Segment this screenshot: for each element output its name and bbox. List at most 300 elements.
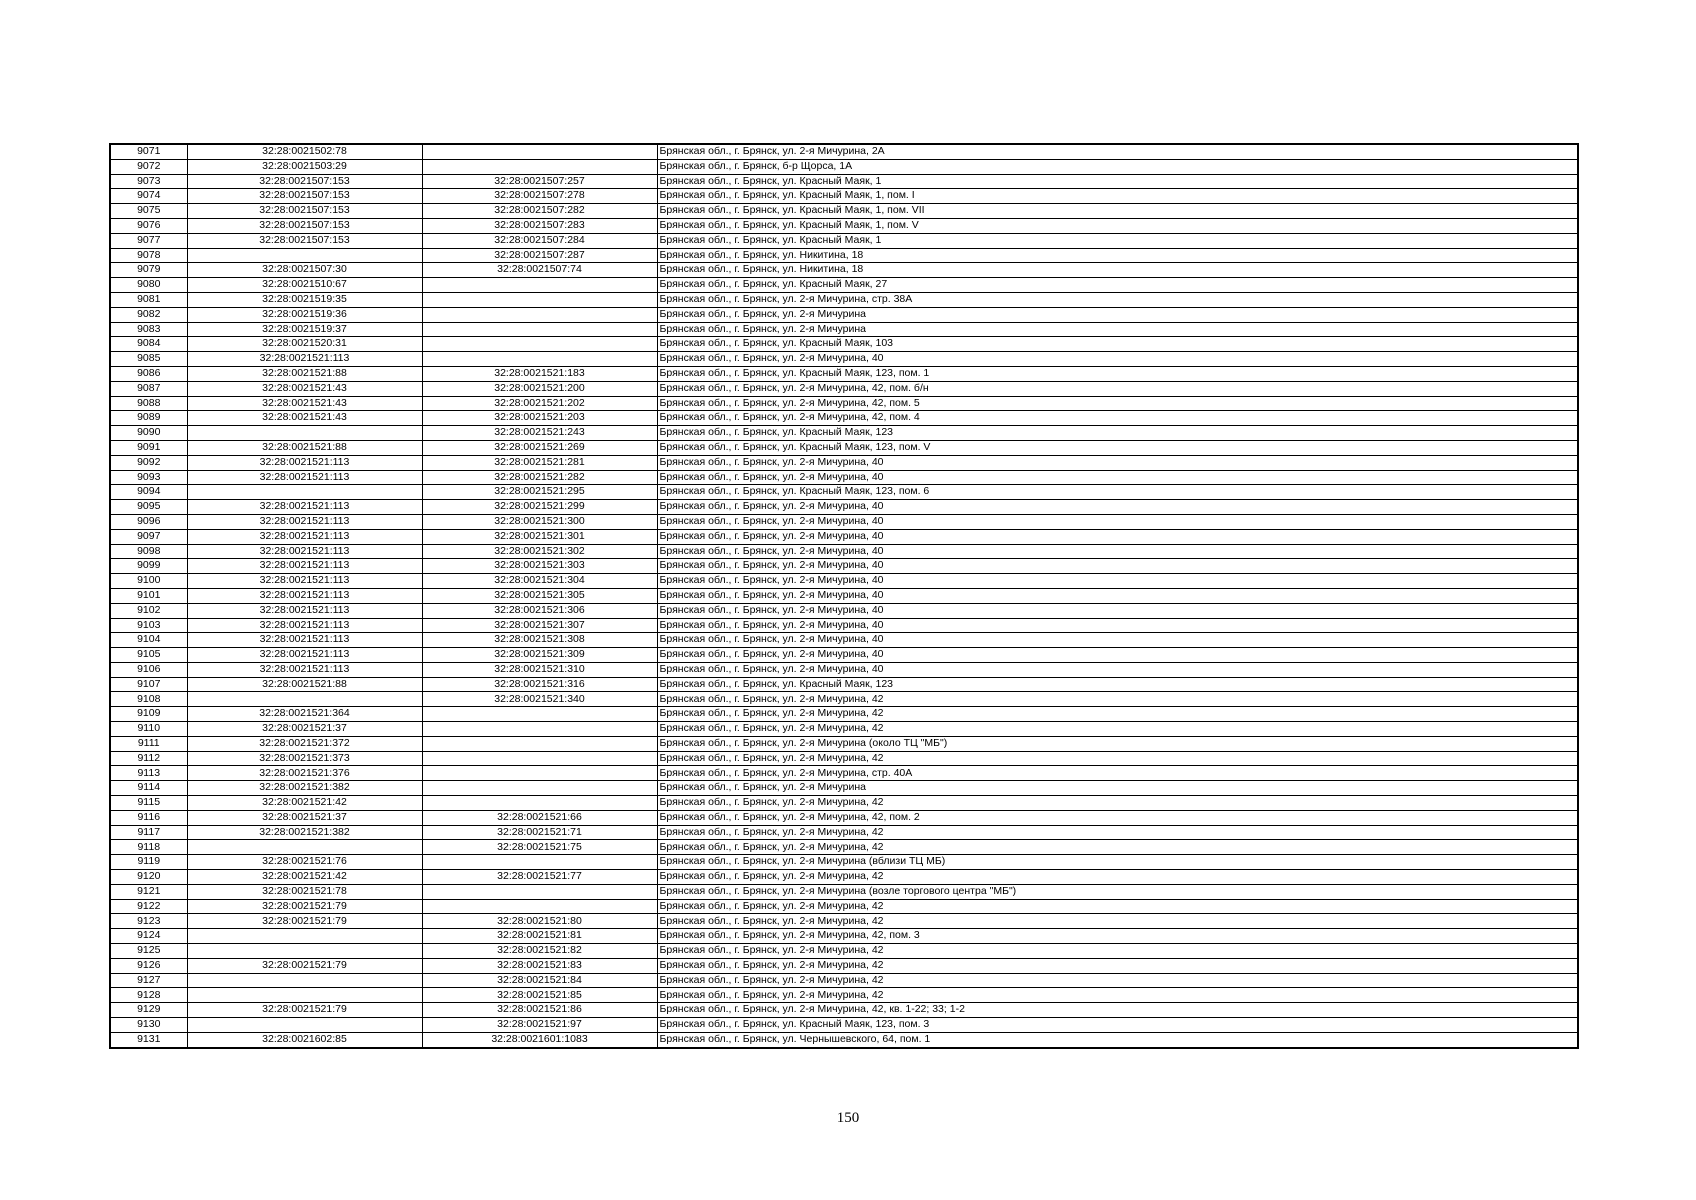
table-row [110, 1003, 1578, 1018]
address-cell: Брянская обл., г. Брянск, ул. 2-я Мичурина, 42 [657, 840, 1578, 855]
row-number-cell: 9100 [110, 574, 187, 589]
object-cadastral-number-cell: 32:28:0021521:302 [422, 544, 657, 559]
object-cadastral-number-cell [422, 292, 657, 307]
address-cell: Брянская обл., г. Брянск, ул. 2-я Мичурина (вблизи ТЦ МБ) [657, 855, 1578, 870]
object-cadastral-number-cell: 32:28:0021521:340 [422, 692, 657, 707]
address-cell: Брянская обл., г. Брянск, ул. 2-я Мичурина, 40 [657, 574, 1578, 589]
land-cadastral-number-cell [187, 426, 422, 441]
object-cadastral-number-cell: 32:28:0021521:77 [422, 870, 657, 885]
table-row [110, 958, 1578, 973]
table-row [110, 973, 1578, 988]
row-number-cell: 9129 [110, 1003, 187, 1018]
object-cadastral-number-cell: 32:28:0021521:305 [422, 588, 657, 603]
object-cadastral-number-cell: 32:28:0021507:283 [422, 218, 657, 233]
page-number: 150 [836, 1110, 860, 1126]
table-row [110, 662, 1578, 677]
table-row [110, 677, 1578, 692]
row-number-cell: 9073 [110, 174, 187, 189]
row-number-cell: 9106 [110, 662, 187, 677]
table-row [110, 292, 1578, 307]
object-cadastral-number-cell [422, 307, 657, 322]
row-number-cell: 9107 [110, 677, 187, 692]
object-cadastral-number-cell: 32:28:0021507:257 [422, 174, 657, 189]
land-cadastral-number-cell: 32:28:0021521:43 [187, 411, 422, 426]
row-number-cell: 9124 [110, 929, 187, 944]
row-number-cell: 9088 [110, 396, 187, 411]
address-cell: Брянская обл., г. Брянск, ул. Красный Маяк, 123, пом. 1 [657, 366, 1578, 381]
object-cadastral-number-cell: 32:28:0021507:282 [422, 204, 657, 219]
row-number-cell: 9097 [110, 529, 187, 544]
row-number-cell: 9099 [110, 559, 187, 574]
address-cell: Брянская обл., г. Брянск, ул. 2-я Мичурина, 40 [657, 470, 1578, 485]
address-cell: Брянская обл., г. Брянск, ул. 2-я Мичурина, 40 [657, 662, 1578, 677]
land-cadastral-number-cell: 32:28:0021602:85 [187, 1032, 422, 1047]
table-row [110, 633, 1578, 648]
row-number-cell: 9084 [110, 337, 187, 352]
object-cadastral-number-cell: 32:28:0021521:309 [422, 648, 657, 663]
row-number-cell: 9102 [110, 603, 187, 618]
object-cadastral-number-cell: 32:28:0021521:86 [422, 1003, 657, 1018]
row-number-cell: 9093 [110, 470, 187, 485]
object-cadastral-number-cell: 32:28:0021521:307 [422, 618, 657, 633]
row-number-cell: 9095 [110, 500, 187, 515]
row-number-cell: 9074 [110, 189, 187, 204]
land-cadastral-number-cell: 32:28:0021521:113 [187, 352, 422, 367]
address-cell: Брянская обл., г. Брянск, ул. 2-я Мичурина, 42 [657, 825, 1578, 840]
row-number-cell: 9130 [110, 1018, 187, 1033]
land-cadastral-number-cell: 32:28:0021521:42 [187, 796, 422, 811]
table-row [110, 988, 1578, 1003]
address-cell: Брянская обл., г. Брянск, ул. Красный Маяк, 123, пом. 3 [657, 1018, 1578, 1033]
row-number-cell: 9128 [110, 988, 187, 1003]
land-cadastral-number-cell: 32:28:0021502:78 [187, 144, 422, 159]
land-cadastral-number-cell: 32:28:0021521:79 [187, 899, 422, 914]
land-cadastral-number-cell: 32:28:0021507:153 [187, 174, 422, 189]
row-number-cell: 9090 [110, 426, 187, 441]
table-row [110, 707, 1578, 722]
object-cadastral-number-cell: 32:28:0021521:308 [422, 633, 657, 648]
table-row [110, 825, 1578, 840]
address-cell: Брянская обл., г. Брянск, ул. Красный Маяк, 1, пом. I [657, 189, 1578, 204]
row-number-cell: 9071 [110, 144, 187, 159]
object-cadastral-number-cell: 32:28:0021521:300 [422, 514, 657, 529]
address-cell: Брянская обл., г. Брянск, ул. 2-я Мичурина, 42 [657, 973, 1578, 988]
address-cell: Брянская обл., г. Брянск, ул. Красный Маяк, 123, пом. 6 [657, 485, 1578, 500]
object-cadastral-number-cell: 32:28:0021601:1083 [422, 1032, 657, 1047]
address-cell: Брянская обл., г. Брянск, ул. 2-я Мичурина, 42 [657, 722, 1578, 737]
row-number-cell: 9123 [110, 914, 187, 929]
table-row [110, 514, 1578, 529]
table-row [110, 884, 1578, 899]
land-cadastral-number-cell: 32:28:0021521:382 [187, 825, 422, 840]
address-cell: Брянская обл., г. Брянск, ул. 2-я Мичурина, 40 [657, 559, 1578, 574]
object-cadastral-number-cell [422, 278, 657, 293]
address-cell: Брянская обл., г. Брянск, ул. Красный Маяк, 1, пом. V [657, 218, 1578, 233]
table-row [110, 174, 1578, 189]
land-cadastral-number-cell: 32:28:0021521:79 [187, 914, 422, 929]
table-row [110, 381, 1578, 396]
table-row [110, 470, 1578, 485]
land-cadastral-number-cell: 32:28:0021521:376 [187, 766, 422, 781]
register-table [109, 143, 1579, 1049]
table-row [110, 899, 1578, 914]
address-cell: Брянская обл., г. Брянск, ул. 2-я Мичурина, 40 [657, 352, 1578, 367]
table-row [110, 322, 1578, 337]
table-row [110, 204, 1578, 219]
row-number-cell: 9131 [110, 1032, 187, 1047]
object-cadastral-number-cell: 32:28:0021521:82 [422, 944, 657, 959]
address-cell: Брянская обл., г. Брянск, ул. 2-я Мичурина, 42, пом. 3 [657, 929, 1578, 944]
row-number-cell: 9083 [110, 322, 187, 337]
address-cell: Брянская обл., г. Брянск, ул. 2-я Мичурина, 42 [657, 988, 1578, 1003]
table-row [110, 218, 1578, 233]
row-number-cell: 9087 [110, 381, 187, 396]
row-number-cell: 9110 [110, 722, 187, 737]
land-cadastral-number-cell [187, 929, 422, 944]
row-number-cell: 9077 [110, 233, 187, 248]
address-cell: Брянская обл., г. Брянск, ул. 2-я Мичурина, 40 [657, 455, 1578, 470]
row-number-cell: 9118 [110, 840, 187, 855]
object-cadastral-number-cell [422, 899, 657, 914]
object-cadastral-number-cell [422, 855, 657, 870]
object-cadastral-number-cell: 32:28:0021521:316 [422, 677, 657, 692]
table-row [110, 766, 1578, 781]
address-cell: Брянская обл., г. Брянск, ул. Никитина, 18 [657, 263, 1578, 278]
address-cell: Брянская обл., г. Брянск, ул. 2-я Мичурина (около ТЦ "МБ") [657, 736, 1578, 751]
address-cell: Брянская обл., г. Брянск, ул. 2-я Мичурина, 40 [657, 588, 1578, 603]
land-cadastral-number-cell: 32:28:0021507:153 [187, 204, 422, 219]
land-cadastral-number-cell: 32:28:0021521:113 [187, 544, 422, 559]
address-cell: Брянская обл., г. Брянск, ул. 2-я Мичурина, 40 [657, 514, 1578, 529]
object-cadastral-number-cell [422, 884, 657, 899]
register-table-body [110, 144, 1578, 1048]
land-cadastral-number-cell: 32:28:0021519:36 [187, 307, 422, 322]
row-number-cell: 9078 [110, 248, 187, 263]
table-row [110, 810, 1578, 825]
row-number-cell: 9114 [110, 781, 187, 796]
object-cadastral-number-cell: 32:28:0021507:74 [422, 263, 657, 278]
object-cadastral-number-cell [422, 322, 657, 337]
address-cell: Брянская обл., г. Брянск, ул. 2-я Мичурина, 42 [657, 899, 1578, 914]
object-cadastral-number-cell: 32:28:0021521:203 [422, 411, 657, 426]
object-cadastral-number-cell: 32:28:0021521:243 [422, 426, 657, 441]
table-row [110, 1018, 1578, 1033]
land-cadastral-number-cell: 32:28:0021521:373 [187, 751, 422, 766]
row-number-cell: 9105 [110, 648, 187, 663]
row-number-cell: 9104 [110, 633, 187, 648]
table-row [110, 722, 1578, 737]
address-cell: Брянская обл., г. Брянск, ул. Красный Маяк, 27 [657, 278, 1578, 293]
land-cadastral-number-cell [187, 840, 422, 855]
address-cell: Брянская обл., г. Брянск, ул. 2-я Мичурина [657, 322, 1578, 337]
object-cadastral-number-cell: 32:28:0021521:304 [422, 574, 657, 589]
table-row [110, 278, 1578, 293]
table-row [110, 263, 1578, 278]
land-cadastral-number-cell: 32:28:0021521:113 [187, 559, 422, 574]
row-number-cell: 9072 [110, 159, 187, 174]
row-number-cell: 9094 [110, 485, 187, 500]
row-number-cell: 9121 [110, 884, 187, 899]
row-number-cell: 9120 [110, 870, 187, 885]
table-row [110, 352, 1578, 367]
land-cadastral-number-cell: 32:28:0021520:31 [187, 337, 422, 352]
object-cadastral-number-cell: 32:28:0021521:71 [422, 825, 657, 840]
object-cadastral-number-cell: 32:28:0021521:66 [422, 810, 657, 825]
object-cadastral-number-cell: 32:28:0021521:282 [422, 470, 657, 485]
land-cadastral-number-cell: 32:28:0021503:29 [187, 159, 422, 174]
object-cadastral-number-cell: 32:28:0021521:295 [422, 485, 657, 500]
land-cadastral-number-cell: 32:28:0021521:79 [187, 1003, 422, 1018]
row-number-cell: 9080 [110, 278, 187, 293]
row-number-cell: 9122 [110, 899, 187, 914]
address-cell: Брянская обл., г. Брянск, ул. 2-я Мичурина, 40 [657, 500, 1578, 515]
table-row [110, 648, 1578, 663]
land-cadastral-number-cell: 32:28:0021519:37 [187, 322, 422, 337]
table-row [110, 455, 1578, 470]
address-cell: Брянская обл., г. Брянск, ул. 2-я Мичурина, 2А [657, 144, 1578, 159]
row-number-cell: 9089 [110, 411, 187, 426]
object-cadastral-number-cell: 32:28:0021521:299 [422, 500, 657, 515]
table-row [110, 307, 1578, 322]
table-row [110, 500, 1578, 515]
table-row [110, 159, 1578, 174]
table-row [110, 440, 1578, 455]
row-number-cell: 9111 [110, 736, 187, 751]
object-cadastral-number-cell: 32:28:0021521:301 [422, 529, 657, 544]
row-number-cell: 9108 [110, 692, 187, 707]
object-cadastral-number-cell [422, 337, 657, 352]
land-cadastral-number-cell: 32:28:0021521:37 [187, 810, 422, 825]
object-cadastral-number-cell: 32:28:0021521:306 [422, 603, 657, 618]
row-number-cell: 9112 [110, 751, 187, 766]
address-cell: Брянская обл., г. Брянск, ул. Красный Маяк, 123 [657, 677, 1578, 692]
land-cadastral-number-cell: 32:28:0021507:30 [187, 263, 422, 278]
land-cadastral-number-cell: 32:28:0021521:88 [187, 677, 422, 692]
row-number-cell: 9103 [110, 618, 187, 633]
table-row [110, 544, 1578, 559]
table-row [110, 781, 1578, 796]
row-number-cell: 9085 [110, 352, 187, 367]
address-cell: Брянская обл., г. Брянск, ул. 2-я Мичурина, 40 [657, 648, 1578, 663]
object-cadastral-number-cell: 32:28:0021521:83 [422, 958, 657, 973]
land-cadastral-number-cell: 32:28:0021521:113 [187, 500, 422, 515]
address-cell: Брянская обл., г. Брянск, ул. 2-я Мичурина, 40 [657, 618, 1578, 633]
address-cell: Брянская обл., г. Брянск, ул. 2-я Мичурина, 42 [657, 796, 1578, 811]
address-cell: Брянская обл., г. Брянск, ул. 2-я Мичурина, 40 [657, 544, 1578, 559]
object-cadastral-number-cell: 32:28:0021521:310 [422, 662, 657, 677]
table-row [110, 914, 1578, 929]
table-row [110, 411, 1578, 426]
object-cadastral-number-cell: 32:28:0021521:303 [422, 559, 657, 574]
address-cell: Брянская обл., г. Брянск, ул. 2-я Мичурина, 42 [657, 707, 1578, 722]
address-cell: Брянская обл., г. Брянск, ул. Красный Маяк, 1 [657, 174, 1578, 189]
row-number-cell: 9127 [110, 973, 187, 988]
land-cadastral-number-cell: 32:28:0021521:113 [187, 633, 422, 648]
object-cadastral-number-cell [422, 796, 657, 811]
land-cadastral-number-cell: 32:28:0021521:364 [187, 707, 422, 722]
land-cadastral-number-cell: 32:28:0021507:153 [187, 189, 422, 204]
table-row [110, 233, 1578, 248]
table-row [110, 736, 1578, 751]
object-cadastral-number-cell: 32:28:0021521:84 [422, 973, 657, 988]
register-sheet [109, 143, 1577, 1049]
land-cadastral-number-cell: 32:28:0021507:153 [187, 218, 422, 233]
object-cadastral-number-cell [422, 781, 657, 796]
row-number-cell: 9109 [110, 707, 187, 722]
land-cadastral-number-cell: 32:28:0021521:382 [187, 781, 422, 796]
land-cadastral-number-cell: 32:28:0021521:88 [187, 440, 422, 455]
table-row [110, 944, 1578, 959]
object-cadastral-number-cell [422, 707, 657, 722]
address-cell: Брянская обл., г. Брянск, ул. 2-я Мичурина (возле торгового центра "МБ") [657, 884, 1578, 899]
land-cadastral-number-cell: 32:28:0021521:113 [187, 514, 422, 529]
table-row [110, 426, 1578, 441]
table-row [110, 529, 1578, 544]
address-cell: Брянская обл., г. Брянск, ул. 2-я Мичурина, 40 [657, 529, 1578, 544]
address-cell: Брянская обл., г. Брянск, ул. 2-я Мичурина, 42 [657, 870, 1578, 885]
object-cadastral-number-cell: 32:28:0021521:200 [422, 381, 657, 396]
land-cadastral-number-cell: 32:28:0021521:43 [187, 396, 422, 411]
address-cell: Брянская обл., г. Брянск, ул. Красный Маяк, 123, пом. V [657, 440, 1578, 455]
land-cadastral-number-cell: 32:28:0021521:43 [187, 381, 422, 396]
land-cadastral-number-cell [187, 248, 422, 263]
row-number-cell: 9119 [110, 855, 187, 870]
row-number-cell: 9098 [110, 544, 187, 559]
table-row [110, 144, 1578, 159]
address-cell: Брянская обл., г. Брянск, ул. 2-я Мичурина, 42, пом. 4 [657, 411, 1578, 426]
row-number-cell: 9092 [110, 455, 187, 470]
land-cadastral-number-cell: 32:28:0021521:372 [187, 736, 422, 751]
land-cadastral-number-cell: 32:28:0021521:113 [187, 470, 422, 485]
land-cadastral-number-cell [187, 988, 422, 1003]
table-row [110, 248, 1578, 263]
row-number-cell: 9116 [110, 810, 187, 825]
object-cadastral-number-cell: 32:28:0021521:281 [422, 455, 657, 470]
row-number-cell: 9091 [110, 440, 187, 455]
table-row [110, 618, 1578, 633]
address-cell: Брянская обл., г. Брянск, ул. Красный Маяк, 123 [657, 426, 1578, 441]
land-cadastral-number-cell: 32:28:0021521:113 [187, 588, 422, 603]
table-row [110, 559, 1578, 574]
row-number-cell: 9096 [110, 514, 187, 529]
address-cell: Брянская обл., г. Брянск, ул. 2-я Мичурина [657, 307, 1578, 322]
table-row [110, 366, 1578, 381]
object-cadastral-number-cell [422, 751, 657, 766]
address-cell: Брянская обл., г. Брянск, ул. 2-я Мичурина, 42 [657, 944, 1578, 959]
address-cell: Брянская обл., г. Брянск, ул. 2-я Мичурина, 42 [657, 692, 1578, 707]
land-cadastral-number-cell: 32:28:0021521:113 [187, 662, 422, 677]
table-row [110, 751, 1578, 766]
land-cadastral-number-cell [187, 1018, 422, 1033]
land-cadastral-number-cell: 32:28:0021507:153 [187, 233, 422, 248]
object-cadastral-number-cell: 32:28:0021507:278 [422, 189, 657, 204]
table-row [110, 396, 1578, 411]
land-cadastral-number-cell: 32:28:0021519:35 [187, 292, 422, 307]
row-number-cell: 9125 [110, 944, 187, 959]
row-number-cell: 9117 [110, 825, 187, 840]
table-row [110, 840, 1578, 855]
table-row [110, 855, 1578, 870]
object-cadastral-number-cell: 32:28:0021507:284 [422, 233, 657, 248]
table-row [110, 1032, 1578, 1047]
land-cadastral-number-cell: 32:28:0021521:113 [187, 574, 422, 589]
land-cadastral-number-cell: 32:28:0021521:113 [187, 618, 422, 633]
object-cadastral-number-cell: 32:28:0021521:97 [422, 1018, 657, 1033]
table-row [110, 574, 1578, 589]
object-cadastral-number-cell [422, 352, 657, 367]
object-cadastral-number-cell [422, 144, 657, 159]
object-cadastral-number-cell: 32:28:0021521:80 [422, 914, 657, 929]
address-cell: Брянская обл., г. Брянск, ул. 2-я Мичурина, 40 [657, 603, 1578, 618]
table-row [110, 870, 1578, 885]
table-row [110, 929, 1578, 944]
object-cadastral-number-cell: 32:28:0021521:183 [422, 366, 657, 381]
object-cadastral-number-cell: 32:28:0021507:287 [422, 248, 657, 263]
address-cell: Брянская обл., г. Брянск, ул. Красный Маяк, 1 [657, 233, 1578, 248]
object-cadastral-number-cell: 32:28:0021521:81 [422, 929, 657, 944]
land-cadastral-number-cell: 32:28:0021521:78 [187, 884, 422, 899]
row-number-cell: 9101 [110, 588, 187, 603]
land-cadastral-number-cell: 32:28:0021521:113 [187, 529, 422, 544]
land-cadastral-number-cell: 32:28:0021521:113 [187, 603, 422, 618]
land-cadastral-number-cell: 32:28:0021521:79 [187, 958, 422, 973]
land-cadastral-number-cell: 32:28:0021521:76 [187, 855, 422, 870]
land-cadastral-number-cell [187, 944, 422, 959]
land-cadastral-number-cell: 32:28:0021510:67 [187, 278, 422, 293]
row-number-cell: 9076 [110, 218, 187, 233]
row-number-cell: 9082 [110, 307, 187, 322]
row-number-cell: 9126 [110, 958, 187, 973]
object-cadastral-number-cell: 32:28:0021521:202 [422, 396, 657, 411]
land-cadastral-number-cell [187, 973, 422, 988]
object-cadastral-number-cell [422, 159, 657, 174]
address-cell: Брянская обл., г. Брянск, ул. 2-я Мичурина, 42, пом. 2 [657, 810, 1578, 825]
row-number-cell: 9081 [110, 292, 187, 307]
address-cell: Брянская обл., г. Брянск, ул. 2-я Мичурина, 42 [657, 914, 1578, 929]
address-cell: Брянская обл., г. Брянск, ул. 2-я Мичурина, 42, кв. 1-22; 33; 1-2 [657, 1003, 1578, 1018]
land-cadastral-number-cell: 32:28:0021521:37 [187, 722, 422, 737]
land-cadastral-number-cell: 32:28:0021521:113 [187, 648, 422, 663]
object-cadastral-number-cell [422, 722, 657, 737]
row-number-cell: 9115 [110, 796, 187, 811]
address-cell: Брянская обл., г. Брянск, ул. Красный Маяк, 1, пом. VII [657, 204, 1578, 219]
address-cell: Брянская обл., г. Брянск, ул. Чернышевского, 64, пом. 1 [657, 1032, 1578, 1047]
object-cadastral-number-cell [422, 736, 657, 751]
table-row [110, 588, 1578, 603]
address-cell: Брянская обл., г. Брянск, ул. Красный Маяк, 103 [657, 337, 1578, 352]
table-row [110, 692, 1578, 707]
address-cell: Брянская обл., г. Брянск, ул. 2-я Мичурина, 40 [657, 633, 1578, 648]
object-cadastral-number-cell: 32:28:0021521:85 [422, 988, 657, 1003]
row-number-cell: 9075 [110, 204, 187, 219]
table-row [110, 796, 1578, 811]
address-cell: Брянская обл., г. Брянск, ул. 2-я Мичурина, 42, пом. б/н [657, 381, 1578, 396]
land-cadastral-number-cell: 32:28:0021521:113 [187, 455, 422, 470]
row-number-cell: 9113 [110, 766, 187, 781]
address-cell: Брянская обл., г. Брянск, ул. Никитина, 18 [657, 248, 1578, 263]
land-cadastral-number-cell: 32:28:0021521:88 [187, 366, 422, 381]
land-cadastral-number-cell [187, 692, 422, 707]
address-cell: Брянская обл., г. Брянск, ул. 2-я Мичурина, стр. 40А [657, 766, 1578, 781]
land-cadastral-number-cell: 32:28:0021521:42 [187, 870, 422, 885]
object-cadastral-number-cell [422, 766, 657, 781]
table-row [110, 189, 1578, 204]
table-row [110, 337, 1578, 352]
land-cadastral-number-cell [187, 485, 422, 500]
object-cadastral-number-cell: 32:28:0021521:269 [422, 440, 657, 455]
table-row [110, 485, 1578, 500]
row-number-cell: 9079 [110, 263, 187, 278]
